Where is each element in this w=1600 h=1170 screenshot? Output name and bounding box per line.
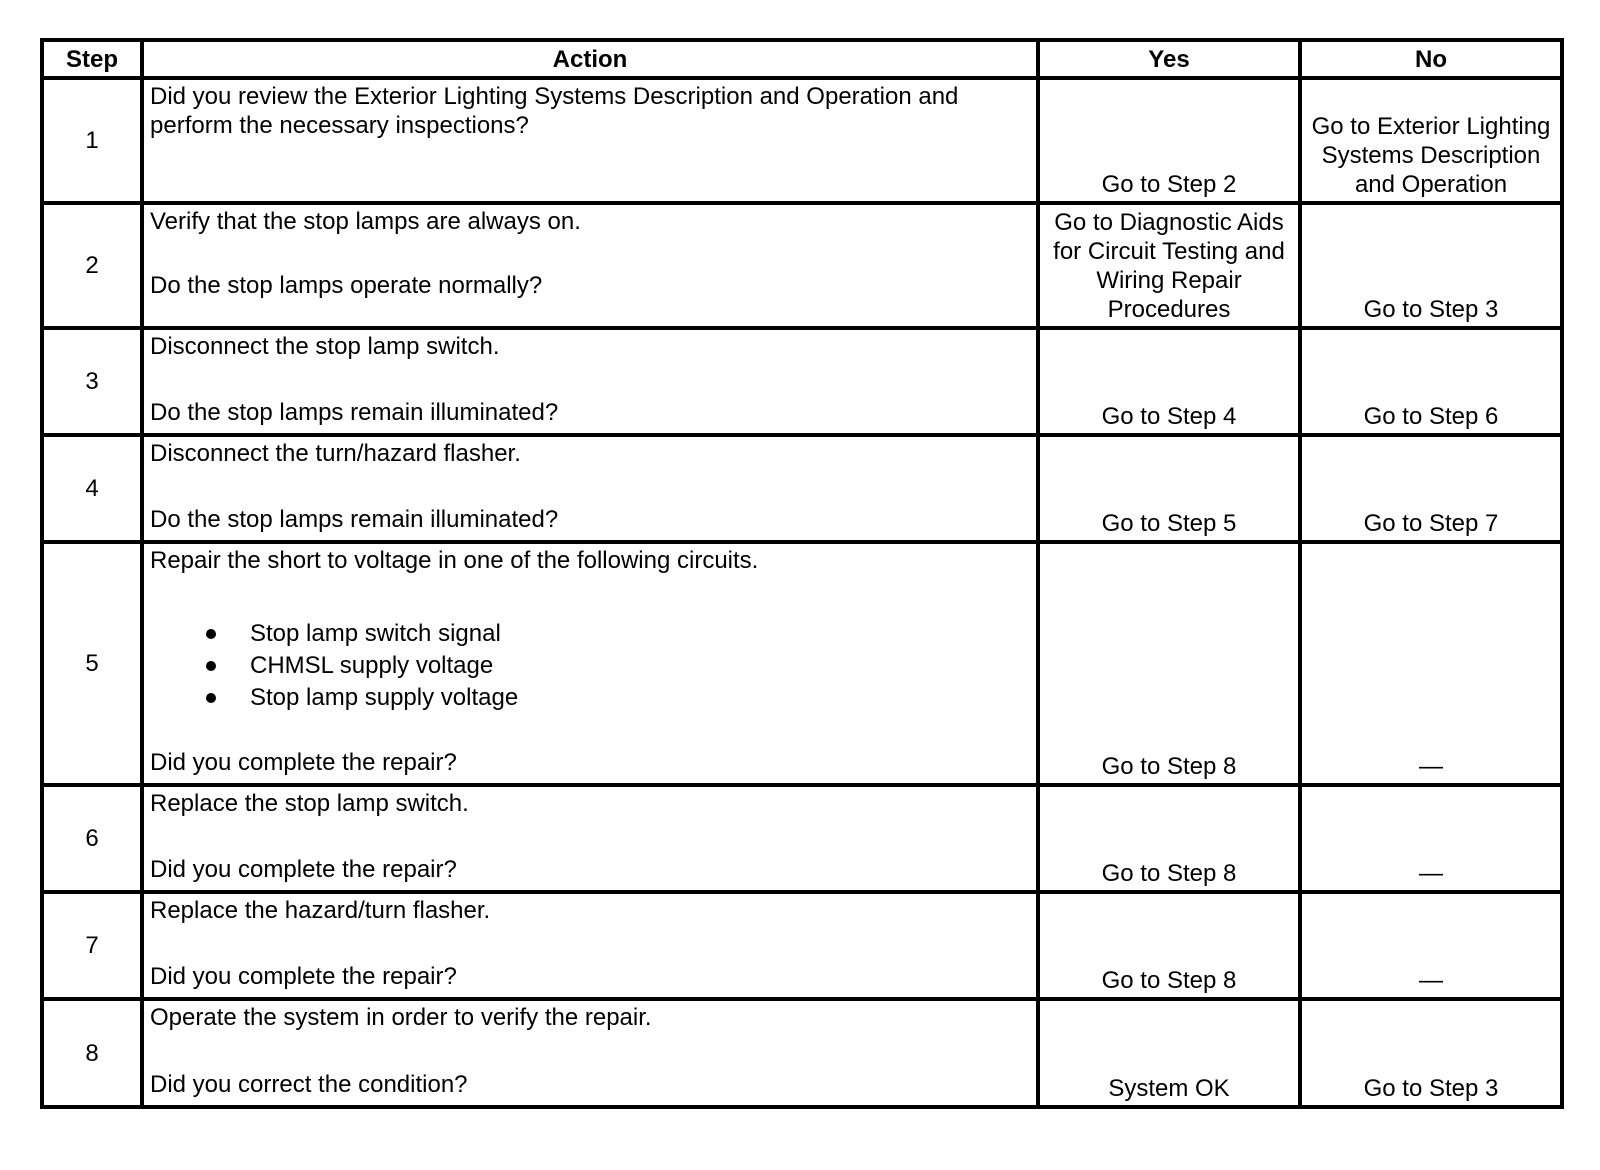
list-item: Stop lamp switch signal [250,618,1030,650]
table-row [42,892,1562,999]
action-cell [142,203,1038,328]
action-instruction: Disconnect the stop lamp switch. [150,333,500,360]
header-step: Step [42,40,142,78]
step-number: 8 [42,999,142,1107]
table-row [42,435,1562,542]
no-result: Go to Step 7 [1300,435,1562,542]
action-instruction: Repair the short to voltage in one of the following circuits. [150,547,759,574]
table-row [42,542,1562,785]
yes-result: Go to Step 8 [1038,785,1300,892]
action-instruction: Replace the stop lamp switch. [150,790,469,817]
action-instruction: Verify that the stop lamps are always on. [150,208,581,235]
action-cell [142,999,1038,1107]
action-question: Do the stop lamps operate normally? [150,272,543,299]
action-question: Did you complete the repair? [150,963,457,990]
yes-result: Go to Diagnostic Aids for Circuit Testing and Wiring Repair Procedures [1038,203,1300,328]
header-row [42,40,1562,78]
no-result: Go to Step 3 [1300,999,1562,1107]
action-question: Did you correct the condition? [150,1071,468,1098]
action-instruction: Disconnect the turn/hazard flasher. [150,440,521,467]
table-row [42,78,1562,203]
action-cell [142,785,1038,892]
header-action: Action [142,40,1038,78]
step-number: 1 [42,78,142,203]
no-result: — [1300,542,1562,785]
yes-result: Go to Step 8 [1038,892,1300,999]
no-result: Go to Step 3 [1300,203,1562,328]
action-cell [142,78,1038,203]
action-question: Did you complete the repair? [150,749,457,776]
step-number: 5 [42,542,142,785]
table-row [42,999,1562,1107]
yes-result: Go to Step 4 [1038,328,1300,435]
no-result: — [1300,892,1562,999]
action-instruction: Did you review the Exterior Lighting Systems Description and Operation and perform the necessary inspections? [150,83,959,139]
header-no: No [1300,40,1562,78]
yes-result: Go to Step 5 [1038,435,1300,542]
action-cell [142,435,1038,542]
no-result: Go to Exterior Lighting Systems Description and Operation [1300,78,1562,203]
action-cell [142,328,1038,435]
step-number: 3 [42,328,142,435]
step-number: 4 [42,435,142,542]
table-row [42,328,1562,435]
action-instruction: Operate the system in order to verify the repair. [150,1004,652,1031]
step-number: 2 [42,203,142,328]
action-question: Do the stop lamps remain illuminated? [150,399,559,426]
action-cell [142,892,1038,999]
table-row [42,785,1562,892]
action-question: Do the stop lamps remain illuminated? [150,506,559,533]
table-row [42,203,1562,328]
step-number: 7 [42,892,142,999]
no-result: — [1300,785,1562,892]
step-number: 6 [42,785,142,892]
action-cell [142,542,1038,785]
yes-result: Go to Step 2 [1038,78,1300,203]
header-yes: Yes [1038,40,1300,78]
action-instruction: Replace the hazard/turn flasher. [150,897,491,924]
circuit-list [150,618,1030,714]
yes-result: System OK [1038,999,1300,1107]
list-item: CHMSL supply voltage [250,650,1030,682]
diagnostic-table [40,38,1564,1109]
no-result: Go to Step 6 [1300,328,1562,435]
yes-result: Go to Step 8 [1038,542,1300,785]
list-item: Stop lamp supply voltage [250,682,1030,714]
action-question: Did you complete the repair? [150,856,457,883]
